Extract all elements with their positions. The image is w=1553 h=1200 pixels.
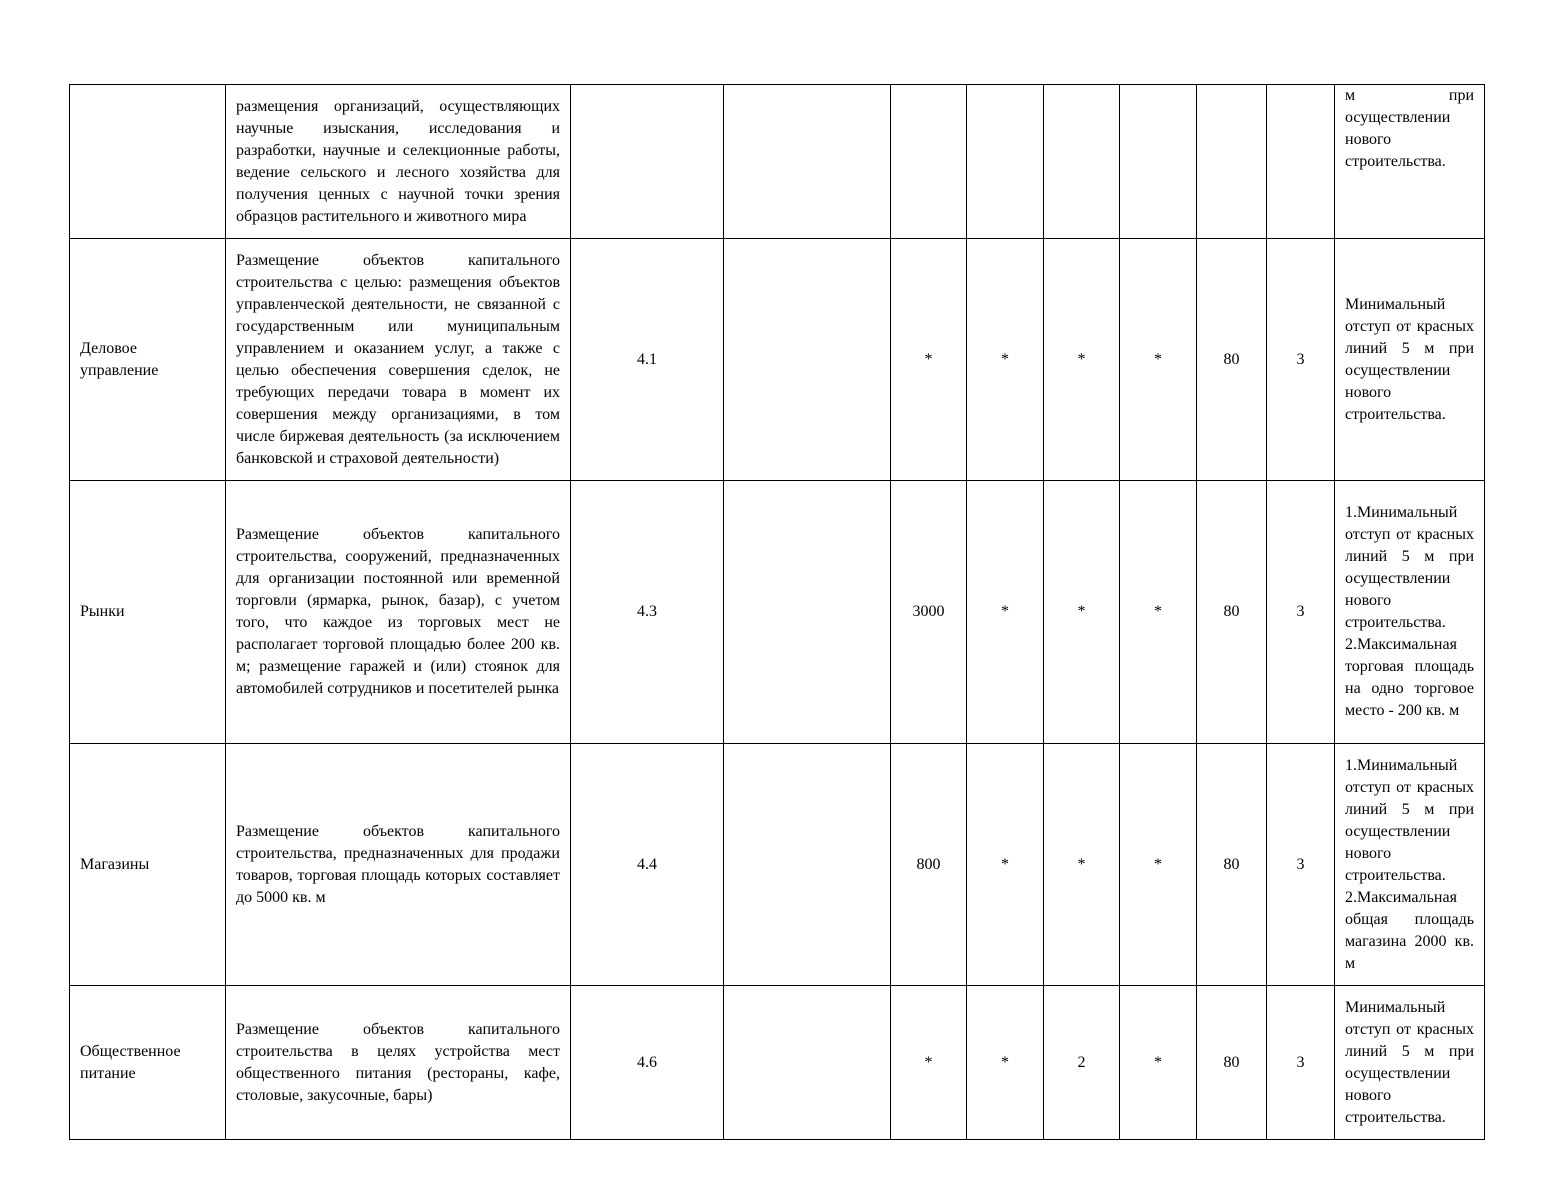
floors-cell: 3 [1267, 481, 1335, 744]
area-cell: * [891, 986, 967, 1140]
use-description-cell [226, 239, 571, 481]
use-description: Размещение объектов капитального строительства в целях устройства мест общественного питания (рестораны, кафе, столовые, закусочные, бары) [236, 1020, 560, 1104]
use-code-cell [571, 85, 724, 239]
param-cell: * [967, 744, 1044, 986]
note-cell [1335, 85, 1485, 239]
note-text: 1.Минимальный отступ от красных линий 5 м при осуществлении нового строительства. 2.Максимальная торговая площадь на одно торговое место - 200 кв. м [1345, 504, 1474, 719]
table-row [70, 481, 1485, 744]
floors-cell [1267, 85, 1335, 239]
param-cell: 2 [1044, 986, 1120, 1140]
note-cell [1335, 986, 1485, 1140]
land-use-table [69, 84, 1485, 1140]
param-cell: * [1120, 744, 1197, 986]
note-cell [1335, 239, 1485, 481]
use-name-cell: Рынки [70, 481, 226, 744]
use-name-cell: Магазины [70, 744, 226, 986]
area-cell [891, 85, 967, 239]
area-cell: 800 [891, 744, 967, 986]
floors-cell: 3 [1267, 744, 1335, 986]
note-cell [1335, 481, 1485, 744]
use-code-cell: 4.4 [571, 744, 724, 986]
use-description-cell [226, 986, 571, 1140]
param-cell [1044, 85, 1120, 239]
area-cell: 3000 [891, 481, 967, 744]
use-description: размещения организаций, осуществляющих научные изыскания, исследования и разработки, научные и селекционные работы, ведение сельского и лесного хозяйства для получения ценных с научной точки зрения образцов растительного и животного мира [236, 97, 560, 225]
param-cell: * [967, 239, 1044, 481]
percent-cell [1197, 85, 1267, 239]
param-cell: * [1044, 481, 1120, 744]
note-text: 1.Минимальный отступ от красных линий 5 м при осуществлении нового строительства. 2.Максимальная общая площадь магазина 2000 кв. м [1345, 756, 1474, 972]
percent-cell: 80 [1197, 239, 1267, 481]
param-cell: * [1120, 986, 1197, 1140]
empty-cell [724, 239, 891, 481]
table-row [70, 85, 1485, 239]
param-cell [1120, 85, 1197, 239]
use-description: Размещение объектов капитального строительства с целью: размещения объектов управленческой деятельности, не связанной с государственным или муниципальным управлением и оказанием услуг, а также с целью обеспечения совершения сделок, не требующих передачи товара в момент их совершения между организациями, в том числе биржевая деятельность (за исключением банковской и страховой деятельности) [236, 251, 560, 467]
table-row [70, 986, 1485, 1140]
param-cell: * [967, 986, 1044, 1140]
percent-cell: 80 [1197, 986, 1267, 1140]
empty-cell [724, 85, 891, 239]
percent-cell: 80 [1197, 481, 1267, 744]
empty-cell [724, 481, 891, 744]
note-text: Минимальный отступ от красных линий 5 м при осуществлении нового строительства. [1345, 295, 1474, 423]
param-cell: * [1120, 239, 1197, 481]
floors-cell: 3 [1267, 239, 1335, 481]
note-text: м при осуществлении нового строительства. [1345, 87, 1474, 170]
table-row [70, 744, 1485, 986]
use-name-cell: Общественное питание [70, 986, 226, 1140]
empty-cell [724, 744, 891, 986]
param-cell: * [967, 481, 1044, 744]
document-page [69, 84, 1485, 1140]
use-description-cell [226, 85, 571, 239]
percent-cell: 80 [1197, 744, 1267, 986]
use-description-cell [226, 481, 571, 744]
use-name-cell [70, 85, 226, 239]
empty-cell [724, 986, 891, 1140]
floors-cell: 3 [1267, 986, 1335, 1140]
note-text: Минимальный отступ от красных линий 5 м при осуществлении нового строительства. [1345, 998, 1474, 1126]
use-code-cell: 4.1 [571, 239, 724, 481]
use-code-cell: 4.3 [571, 481, 724, 744]
param-cell: * [1120, 481, 1197, 744]
param-cell [967, 85, 1044, 239]
param-cell: * [1044, 744, 1120, 986]
use-description: Размещение объектов капитального строительства, сооружений, предназначенных для организации постоянной или временной торговли (ярмарка, рынок, базар), с учетом того, что каждое из торговых мест не располагает торговой площадью более 200 кв. м; размещение гаражей и (или) стоянок для автомобилей сотрудников и посетителей рынка [236, 526, 560, 697]
use-description: Размещение объектов капитального строительства, предназначенных для продажи товаров, торговая площадь которых составляет до 5000 кв. м [236, 822, 560, 906]
note-cell [1335, 744, 1485, 986]
use-description-cell [226, 744, 571, 986]
table-row [70, 239, 1485, 481]
use-name-cell: Деловое управление [70, 239, 226, 481]
use-code-cell: 4.6 [571, 986, 724, 1140]
param-cell: * [1044, 239, 1120, 481]
area-cell: * [891, 239, 967, 481]
